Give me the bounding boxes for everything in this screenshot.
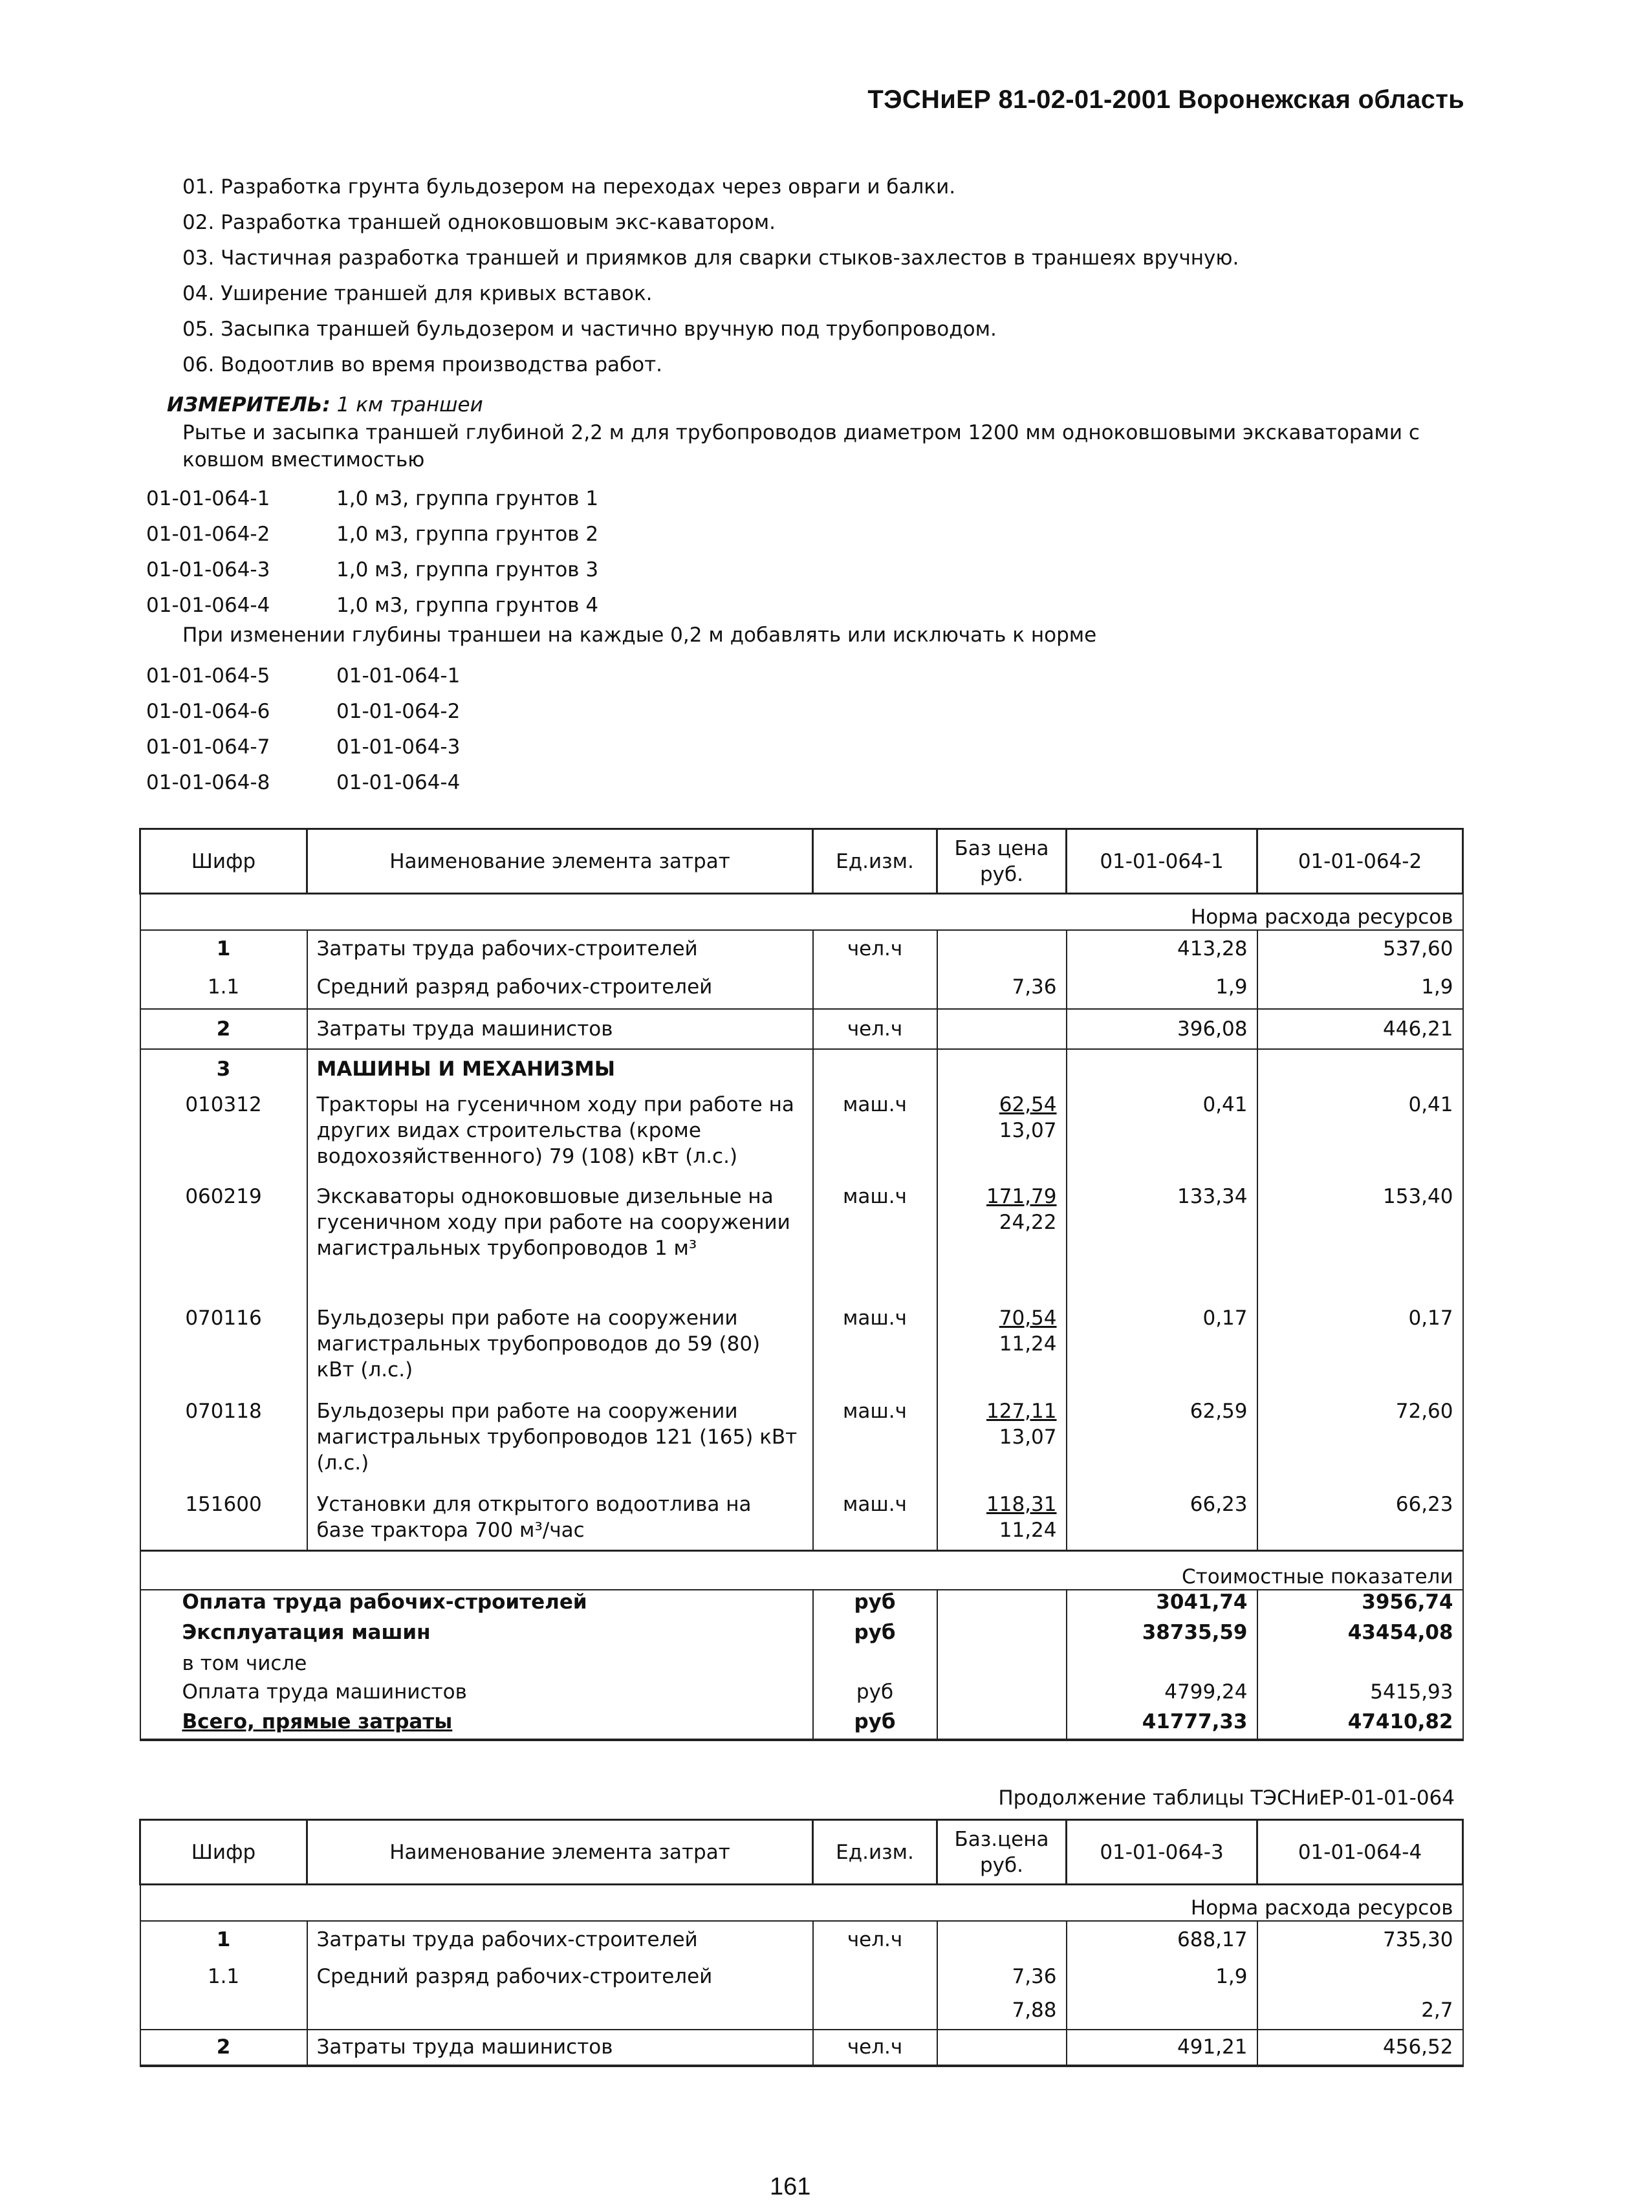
cost-price <box>937 1710 1067 1740</box>
header-code: Шифр <box>140 829 307 894</box>
cost-name: Оплата труда машинистов <box>140 1680 813 1710</box>
row-name: Затраты труда рабочих-строителей <box>307 1921 813 1960</box>
row-unit: маш.ч <box>813 1092 937 1184</box>
depth-code-ref: 01-01-064-4 <box>336 771 461 794</box>
row-unit: маш.ч <box>813 1184 937 1305</box>
row-value-2: 72,60 <box>1257 1398 1463 1491</box>
norm-code-row <box>146 552 598 588</box>
cost-value-2: 3956,74 <box>1257 1590 1463 1621</box>
page-header-title: ТЭСНиЕР 81-02-01-2001 Воронежская область <box>867 85 1464 114</box>
table-row <box>140 1009 1463 1049</box>
header-name: Наименование элемента затрат <box>307 1820 813 1885</box>
cost-value-1 <box>1067 1652 1257 1680</box>
row-code: 070118 <box>140 1398 307 1491</box>
header-unit: Ед.изм. <box>813 829 937 894</box>
norm-codes-list <box>146 481 598 623</box>
depth-code-ref: 01-01-064-1 <box>336 664 461 688</box>
section-norm-row <box>140 894 1463 930</box>
row-unit <box>813 1049 937 1092</box>
header-col1: 01-01-064-3 <box>1067 1820 1257 1885</box>
section-norm-row <box>140 1885 1463 1921</box>
row-price <box>937 1398 1067 1491</box>
table-row <box>140 2030 1463 2066</box>
price-labor: 11,24 <box>999 1332 1057 1356</box>
row-price: 7,36 <box>937 1960 1067 1995</box>
row-price <box>937 1092 1067 1184</box>
depth-code-ref: 01-01-064-3 <box>336 735 461 759</box>
header-col1: 01-01-064-1 <box>1067 829 1257 894</box>
table-row <box>140 1995 1463 2030</box>
section-norm-label: Норма расхода ресурсов <box>140 1885 1463 1921</box>
cost-row <box>140 1680 1463 1710</box>
row-name: Затраты труда машинистов <box>307 2030 813 2066</box>
row-price: 7,88 <box>937 1995 1067 2030</box>
table-row <box>140 1305 1463 1398</box>
cost-value-1: 41777,33 <box>1067 1710 1257 1740</box>
operation-item: 01. Разработка грунта бульдозером на переходах через овраги и балки. <box>182 175 956 199</box>
row-value-1: 66,23 <box>1067 1491 1257 1551</box>
depth-codes-list <box>146 658 460 801</box>
row-code: 1 <box>140 930 307 969</box>
table-row <box>140 1184 1463 1305</box>
row-code: 2 <box>140 2030 307 2066</box>
row-price <box>937 1921 1067 1960</box>
header-price: Баз цена руб. <box>937 829 1067 894</box>
operation-item: 03. Частичная разработка траншей и приямков для сварки стыков-захлестов в траншеях вручную. <box>182 246 1239 270</box>
norm-code: 01-01-064-3 <box>146 558 270 581</box>
row-price <box>937 2030 1067 2066</box>
header-unit: Ед.изм. <box>813 1820 937 1885</box>
cost-row <box>140 1710 1463 1740</box>
header-price: Баз.цена руб. <box>937 1820 1067 1885</box>
row-name: Экскаваторы одноковшовые дизельные на гусеничном ходу при работе на сооружении магистральных трубопроводов 1 м³ <box>307 1184 813 1305</box>
cost-value-2: 47410,82 <box>1257 1710 1463 1740</box>
page-number: 161 <box>770 2173 811 2200</box>
cost-name: Эксплуатация машин <box>140 1621 813 1652</box>
cost-unit: руб <box>813 1680 937 1710</box>
price-current: 62,54 <box>999 1092 1057 1116</box>
row-name: Бульдозеры при работе на сооружении магистральных трубопроводов до 59 (80) кВт (л.с.) <box>307 1305 813 1398</box>
table-header-row <box>140 829 1463 894</box>
header-name: Наименование элемента затрат <box>307 829 813 894</box>
cost-value-1: 3041,74 <box>1067 1590 1257 1621</box>
row-value-1: 1,9 <box>1067 969 1257 1009</box>
norm-code-row <box>146 481 598 517</box>
continuation-label: Продолжение таблицы ТЭСНиЕР-01-01-064 <box>998 1786 1455 1810</box>
row-value-1: 396,08 <box>1067 1009 1257 1049</box>
row-code: 010312 <box>140 1092 307 1184</box>
row-code: 1.1 <box>140 1960 307 1995</box>
operation-item: 05. Засыпка траншей бульдозером и частично вручную под трубопроводом. <box>182 318 997 341</box>
row-value-2 <box>1257 1049 1463 1092</box>
norm-code-text: 1,0 м3, группа грунтов 4 <box>336 594 599 617</box>
depth-code-row <box>146 765 460 801</box>
measure-line <box>167 393 483 417</box>
row-name: Установки для открытого водоотлива на базе трактора 700 м³/час <box>307 1491 813 1551</box>
row-unit: чел.ч <box>813 930 937 969</box>
cost-value-2: 5415,93 <box>1257 1680 1463 1710</box>
table-row <box>140 1960 1463 1995</box>
cost-unit: руб <box>813 1621 937 1652</box>
price-current: 118,31 <box>986 1492 1057 1516</box>
row-value-1: 0,41 <box>1067 1092 1257 1184</box>
price-labor: 11,24 <box>999 1518 1057 1542</box>
work-description: Рытье и засыпка траншей глубиной 2,2 м для трубопроводов диаметром 1200 мм одноковшовыми экскаваторами с ковшом вместимостью <box>182 421 1420 472</box>
table-row <box>140 1049 1463 1092</box>
section-norm-label: Норма расхода ресурсов <box>140 894 1463 930</box>
operation-item: 06. Водоотлив во время производства работ. <box>182 353 663 376</box>
cost-row <box>140 1590 1463 1621</box>
row-value-1: 62,59 <box>1067 1398 1257 1491</box>
table-row <box>140 1921 1463 1960</box>
row-code: 1.1 <box>140 969 307 1009</box>
depth-code: 01-01-064-8 <box>146 771 270 794</box>
cost-value-2 <box>1257 1652 1463 1680</box>
row-value-1 <box>1067 1049 1257 1092</box>
row-name: Затраты труда рабочих-строителей <box>307 930 813 969</box>
norm-code-text: 1,0 м3, группа грунтов 2 <box>336 523 599 546</box>
cost-row <box>140 1652 1463 1680</box>
row-name: МАШИНЫ И МЕХАНИЗМЫ <box>307 1049 813 1092</box>
row-name: Средний разряд рабочих-строителей <box>307 969 813 1009</box>
row-value-1: 133,34 <box>1067 1184 1257 1305</box>
norm-code-row <box>146 517 598 552</box>
cost-price <box>937 1621 1067 1652</box>
cost-value-1: 4799,24 <box>1067 1680 1257 1710</box>
row-price <box>937 1305 1067 1398</box>
row-value-2: 0,17 <box>1257 1305 1463 1398</box>
section-cost-row <box>140 1551 1463 1590</box>
norm-code: 01-01-064-1 <box>146 487 270 510</box>
header-code: Шифр <box>140 1820 307 1885</box>
section-cost-label: Стоимостные показатели <box>140 1551 1463 1590</box>
norm-code-text: 1,0 м3, группа грунтов 1 <box>336 487 599 510</box>
measure-label: ИЗМЕРИТЕЛЬ: <box>167 393 331 417</box>
header-col2: 01-01-064-2 <box>1257 829 1463 894</box>
row-value-1: 413,28 <box>1067 930 1257 969</box>
norm-code: 01-01-064-4 <box>146 594 270 617</box>
row-code: 070116 <box>140 1305 307 1398</box>
row-code <box>140 1995 307 2030</box>
row-code: 151600 <box>140 1491 307 1551</box>
row-name: Затраты труда машинистов <box>307 1009 813 1049</box>
depth-code: 01-01-064-7 <box>146 735 270 759</box>
cost-name: Оплата труда рабочих-строителей <box>140 1590 813 1621</box>
row-unit <box>813 1960 937 1995</box>
depth-note: При изменении глубины траншеи на каждые 0,2 м добавлять или исключать к норме <box>182 623 1097 647</box>
cost-value-1: 38735,59 <box>1067 1621 1257 1652</box>
norm-code: 01-01-064-2 <box>146 523 270 546</box>
table-row <box>140 1491 1463 1551</box>
row-unit <box>813 969 937 1009</box>
row-unit: маш.ч <box>813 1305 937 1398</box>
norm-code-row <box>146 588 598 623</box>
row-name: Средний разряд рабочих-строителей <box>307 1960 813 1995</box>
row-value-2: 66,23 <box>1257 1491 1463 1551</box>
row-price <box>937 1009 1067 1049</box>
cost-unit: руб <box>813 1590 937 1621</box>
row-value-2: 446,21 <box>1257 1009 1463 1049</box>
operation-item: 04. Уширение траншей для кривых вставок. <box>182 282 653 305</box>
price-current: 171,79 <box>986 1184 1057 1208</box>
row-value-1: 491,21 <box>1067 2030 1257 2066</box>
cost-name: Всего, прямые затраты <box>140 1710 813 1740</box>
cost-unit <box>813 1652 937 1680</box>
row-value-2 <box>1257 1960 1463 1995</box>
resource-table-2 <box>139 1819 1464 2067</box>
row-value-2: 735,30 <box>1257 1921 1463 1960</box>
row-price: 7,36 <box>937 969 1067 1009</box>
table-row <box>140 1398 1463 1491</box>
measure-value: 1 км траншеи <box>336 393 483 417</box>
depth-code-row <box>146 694 460 730</box>
row-value-1 <box>1067 1995 1257 2030</box>
resource-table-1 <box>139 828 1464 1741</box>
row-unit: маш.ч <box>813 1398 937 1491</box>
row-value-2: 456,52 <box>1257 2030 1463 2066</box>
depth-code: 01-01-064-5 <box>146 664 270 688</box>
cost-price <box>937 1652 1067 1680</box>
row-code: 2 <box>140 1009 307 1049</box>
row-name <box>307 1995 813 2030</box>
row-value-1: 0,17 <box>1067 1305 1257 1398</box>
row-value-2: 153,40 <box>1257 1184 1463 1305</box>
row-value-1: 1,9 <box>1067 1960 1257 1995</box>
row-unit <box>813 1995 937 2030</box>
cost-name: в том числе <box>140 1652 813 1680</box>
row-name: Тракторы на гусеничном ходу при работе на других видах строительства (кроме водохозяйственного) 79 (108) кВт (л.с.) <box>307 1092 813 1184</box>
price-labor: 24,22 <box>999 1210 1057 1234</box>
operation-item: 02. Разработка траншей одноковшовым экс-каватором. <box>182 211 776 234</box>
row-code: 3 <box>140 1049 307 1092</box>
row-value-2: 0,41 <box>1257 1092 1463 1184</box>
row-code: 060219 <box>140 1184 307 1305</box>
row-unit: маш.ч <box>813 1491 937 1551</box>
price-labor: 13,07 <box>999 1425 1057 1449</box>
header-col2: 01-01-064-4 <box>1257 1820 1463 1885</box>
row-price <box>937 1184 1067 1305</box>
row-value-2: 1,9 <box>1257 969 1463 1009</box>
row-value-2: 2,7 <box>1257 1995 1463 2030</box>
cost-unit: руб <box>813 1710 937 1740</box>
depth-code-ref: 01-01-064-2 <box>336 700 461 723</box>
row-price <box>937 1491 1067 1551</box>
row-code: 1 <box>140 1921 307 1960</box>
norm-code-text: 1,0 м3, группа грунтов 3 <box>336 558 599 581</box>
row-value-2: 537,60 <box>1257 930 1463 969</box>
depth-code-row <box>146 730 460 765</box>
operations-list <box>182 169 1239 383</box>
row-unit: чел.ч <box>813 1921 937 1960</box>
cost-row <box>140 1621 1463 1652</box>
row-price <box>937 1049 1067 1092</box>
row-price <box>937 930 1067 969</box>
depth-code: 01-01-064-6 <box>146 700 270 723</box>
cost-price <box>937 1680 1067 1710</box>
cost-value-2: 43454,08 <box>1257 1621 1463 1652</box>
table-row <box>140 969 1463 1009</box>
table-row <box>140 930 1463 969</box>
row-name: Бульдозеры при работе на сооружении магистральных трубопроводов 121 (165) кВт (л.с.) <box>307 1398 813 1491</box>
row-unit: чел.ч <box>813 1009 937 1049</box>
price-labor: 13,07 <box>999 1118 1057 1142</box>
table-header-row <box>140 1820 1463 1885</box>
row-unit: чел.ч <box>813 2030 937 2066</box>
price-current: 70,54 <box>999 1306 1057 1330</box>
table-row <box>140 1092 1463 1184</box>
row-value-1: 688,17 <box>1067 1921 1257 1960</box>
depth-code-row <box>146 658 460 694</box>
price-current: 127,11 <box>986 1399 1057 1423</box>
cost-price <box>937 1590 1067 1621</box>
